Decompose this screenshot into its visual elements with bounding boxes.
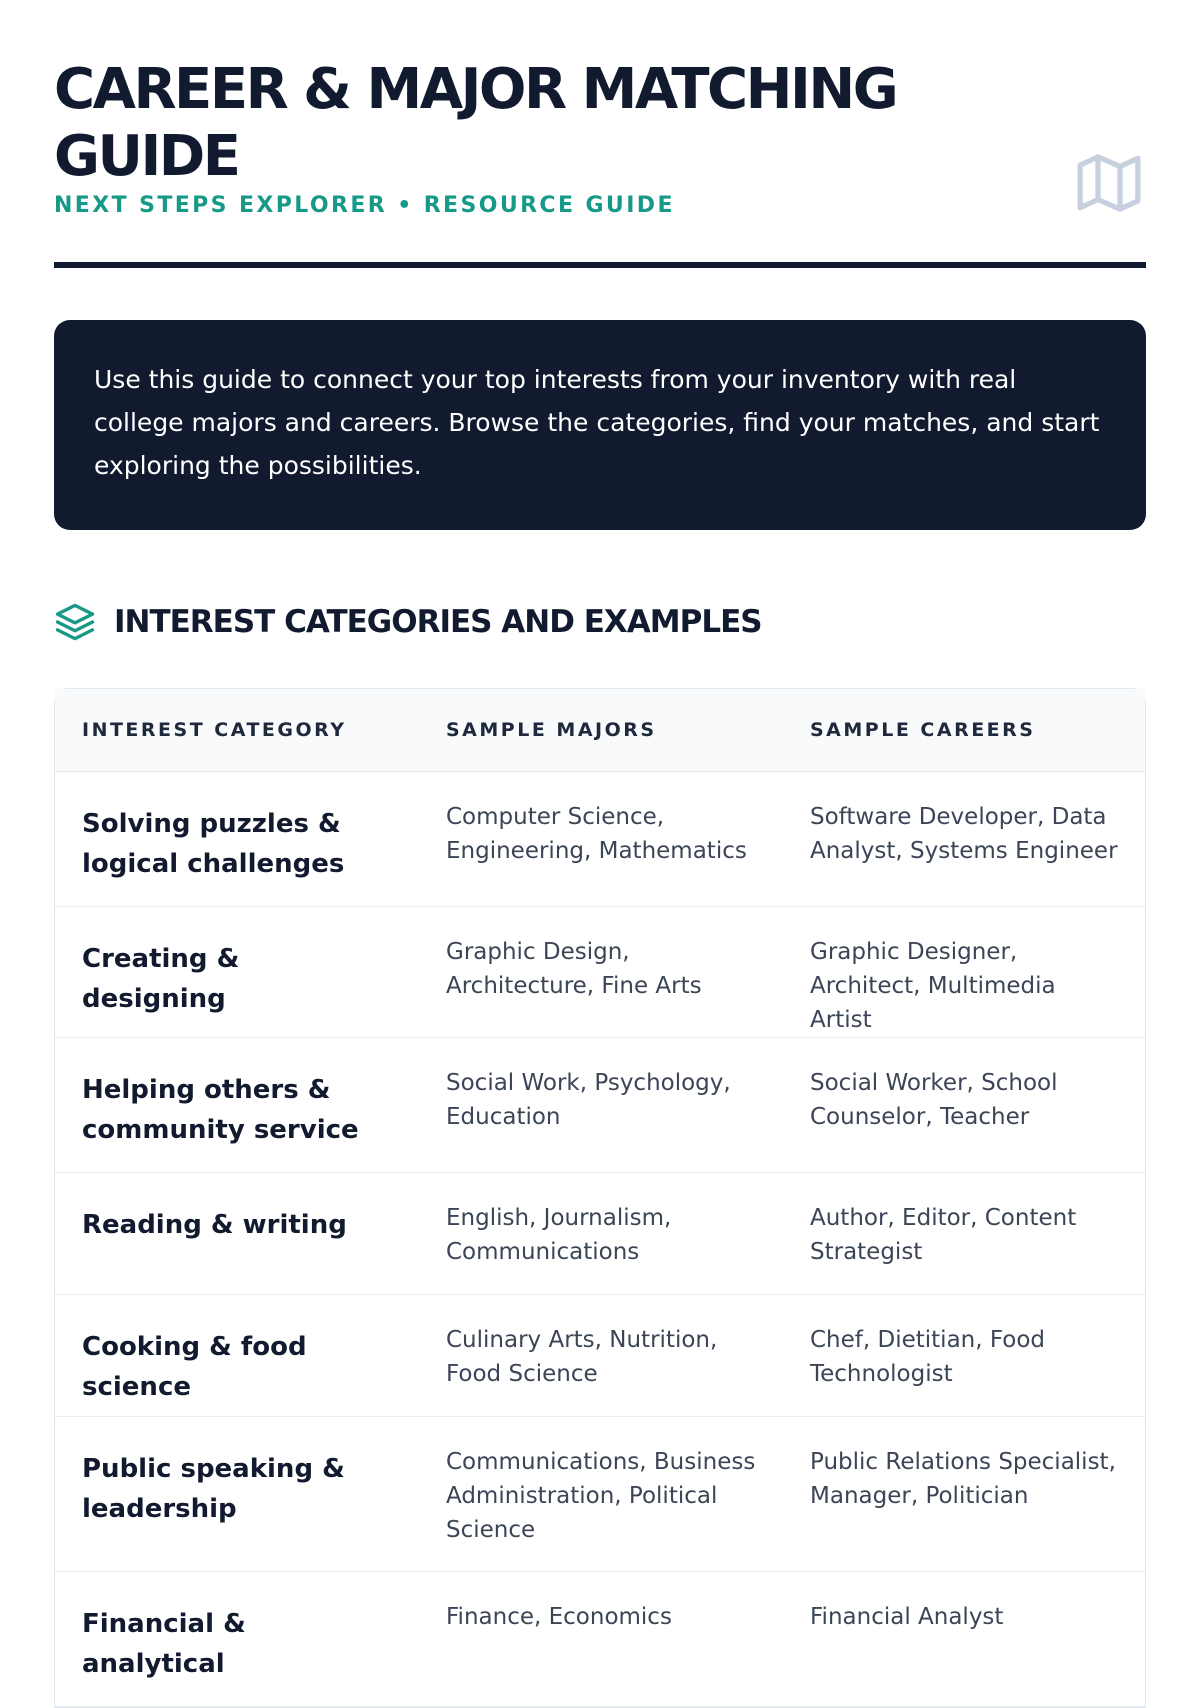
section-title: INTEREST CATEGORIES AND EXAMPLES [114,604,762,640]
column-header-careers: SAMPLE CAREERS [783,689,1145,771]
row-category: Cooking & food science [82,1331,307,1402]
row-majors: Graphic Design, Architecture, Fine Arts [446,938,702,999]
page-subtitle: NEXT STEPS EXPLORER • RESOURCE GUIDE [54,193,675,218]
layers-icon [54,601,96,643]
table-row [55,1294,1145,1416]
row-careers: Social Worker, School Counselor, Teacher [810,1069,1058,1130]
row-category: Financial & analytical [82,1608,246,1679]
section-heading [54,600,1146,644]
intro-text: Use this guide to connect your top interests from your inventory with real college majors and careers. Browse the categories, find your matches, and start exploring the possibilities. [94,365,1100,480]
row-majors: Finance, Economics [446,1603,672,1630]
row-category: Helping others & community service [82,1074,359,1145]
table-row [55,1571,1145,1706]
row-majors: Communications, Business Administration, Political Science [446,1448,756,1543]
column-header-category: INTEREST CATEGORY [55,689,419,771]
table-header-row [55,689,1145,771]
row-careers: Public Relations Specialist, Manager, Politician [810,1448,1116,1509]
row-careers: Chef, Dietitian, Food Technologist [810,1326,1046,1387]
table-row [55,1416,1145,1571]
row-category: Reading & writing [82,1209,347,1240]
table-row [55,771,1145,906]
header [54,0,1146,268]
intro-panel [54,320,1146,530]
column-header-majors: SAMPLE MAJORS [419,689,783,771]
row-careers: Graphic Designer, Architect, Multimedia Artist [810,938,1056,1033]
map-icon [1076,150,1142,216]
table-row [55,1172,1145,1294]
row-careers: Financial Analyst [810,1603,1004,1630]
row-category: Creating & designing [82,943,240,1014]
row-majors: English, Journalism, Communications [446,1204,672,1265]
table-row [55,906,1145,1037]
row-majors: Culinary Arts, Nutrition, Food Science [446,1326,718,1387]
row-category: Solving puzzles & logical challenges [82,808,345,879]
row-careers: Author, Editor, Content Strategist [810,1204,1077,1265]
row-category: Public speaking & leadership [82,1453,345,1524]
row-majors: Computer Science, Engineering, Mathematics [446,803,747,864]
interest-table [54,688,1146,1708]
page-title: CAREER & MAJOR MATCHING GUIDE [54,57,897,189]
row-majors: Social Work, Psychology, Education [446,1069,731,1130]
row-careers: Software Developer, Data Analyst, Systems Engineer [810,803,1118,864]
table-row [55,1037,1145,1172]
